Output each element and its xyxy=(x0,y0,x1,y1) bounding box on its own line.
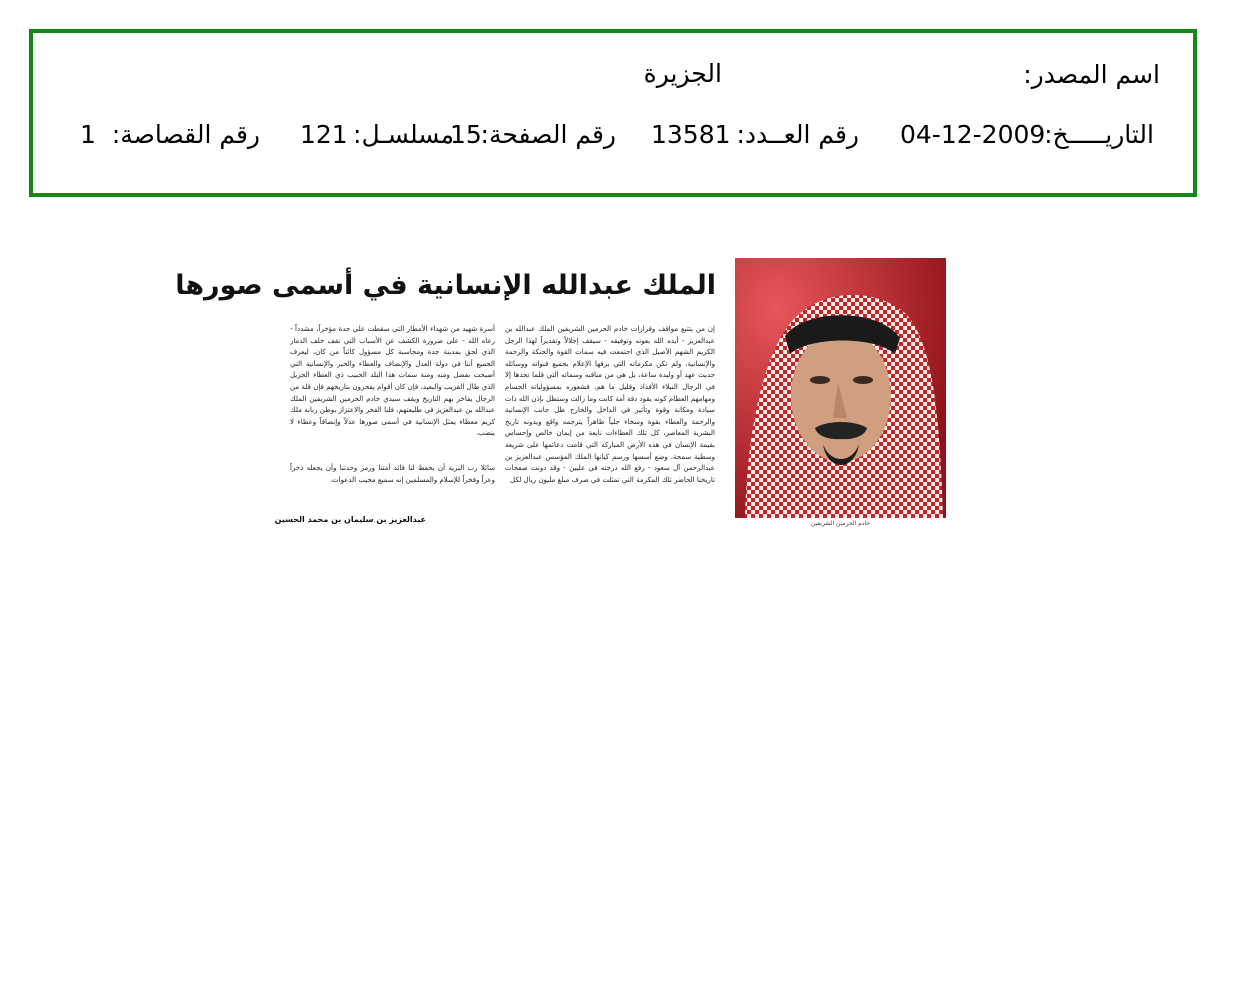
clip-number-label: رقم القصاصة: xyxy=(111,120,260,149)
issue-value: 13581 xyxy=(651,120,731,149)
serial-label: مسلسـل: xyxy=(353,120,454,149)
article-column-left: أسرة شهيد من شهداء الأمطار التي سقطت على جدة مؤخراً، مشدداً - رعاه الله - على ضرورة الكشف عن الأسباب التي تقف خلف الدمار الذي لحق بمدينة جدة ومحاسبة كل مسؤول كائناً من كان، ليعرف الجميع أننا في دولة العدل والإنصاف والعطاء والخير والإنسانية التي أصبحت بفضل ومنه ومنة سمات هذا البلد الحبيب ذي العطاء الجزيل الذي طال القريب والبعيد، فإن كان أقوام يفخرون بتاريخهم فإن قلة من الرجال يفاخر بهم التاريخ ويقف سيدي خادم الحرمين الشريفين الملك عبدالله بن عبدالعزيز في طليعتهم، فلنا الفخر والاعتزاز بوطن ربانه ملك كريم معطاء يمثل الإنسانية في أسمى صورها عدلاً وإنصافاً وعطاء لا ينضب. xyxy=(290,325,495,438)
source-label: اسم المصدر: xyxy=(1023,60,1160,89)
newspaper-clipping xyxy=(175,258,948,536)
article-byline: عبدالعزيز بن سليمان بن محمد الحسين xyxy=(274,515,426,524)
source-value: الجزيرة xyxy=(643,59,722,88)
king-portrait-photo xyxy=(735,258,946,518)
page-label: رقم الصفحة: xyxy=(480,120,616,149)
photo-caption: خادم الحرمين الشريفين xyxy=(810,520,871,527)
date-value: 04-12-2009 xyxy=(900,120,1046,149)
article-column-right: إن من يتتبع مواقف وقرارات خادم الحرمين الشريفين الملك عبدالله بن عبدالعزيز - أيده الله بعونه وتوفيقه - سيقف إجلالاً وتقديراً لهذا الرجل الكريم الشهم الأصيل الذي اجتمعت فيه سمات القوة والحنكة والرحمة والإنسانية، ولم تكن مكرماته التي يزفها الإعلام بجميع قنواته ووسائله حديث عهد أو وليدة ساعة، بل هي من مناقبه وسماته التي قلما تجدها إلا في الرجال النبلاء الأفذاذ وقليل ما هم، فشعوره بمسؤولياته الجسام ومهامهم العظام كونه يقود دفة أمة كانت وما زالت وستظل بإذن الله ذات سيادة ومكانة وقوة وتأثير في الداخل والخارج ظل جانب الإنسانية والرحمة والعطاء بقوة وسخاء جلياً ظاهراً يترجمه واقع ويدونه تاريخ البشرية المعاصر، كل تلك العطاءات نابعة من إيمان خالص وإحساس بقيمة الإنسان في هذه الأرض المباركة التي قامت دعائمها على شريعة وسطية سمحة، وضع أسسها ورسم كيانها الملك المؤسس عبدالعزيز بن عبدالرحمن آل سعود - رفع الله درجته في عليين - وقد دونت صفحات تاريخنا الحاضر تلك المكرمة التي تمثلت في صرف مبلغ مليون ريال لكل xyxy=(505,325,715,484)
article-headline: الملك عبدالله الإنسانية في أسمى صورها xyxy=(175,270,716,301)
date-label: التاريـــــخ: xyxy=(1044,120,1154,149)
portrait-illustration xyxy=(735,258,946,518)
issue-label: رقم العــدد: xyxy=(736,120,859,149)
serial-value: 121 xyxy=(300,120,348,149)
page-value: 15 xyxy=(450,120,482,149)
clip-number-value: 1 xyxy=(80,120,96,149)
clipping-info-box xyxy=(29,29,1197,197)
article-closing-paragraph: سائلا رب البرية أن يحفظ لنا قائد أمتنا ورمز وحدتنا وأن يجعله ذخراً وعزاً وفخراً للإسلام والمسلمين إنه سميع مجيب الدعوات. xyxy=(290,464,495,484)
